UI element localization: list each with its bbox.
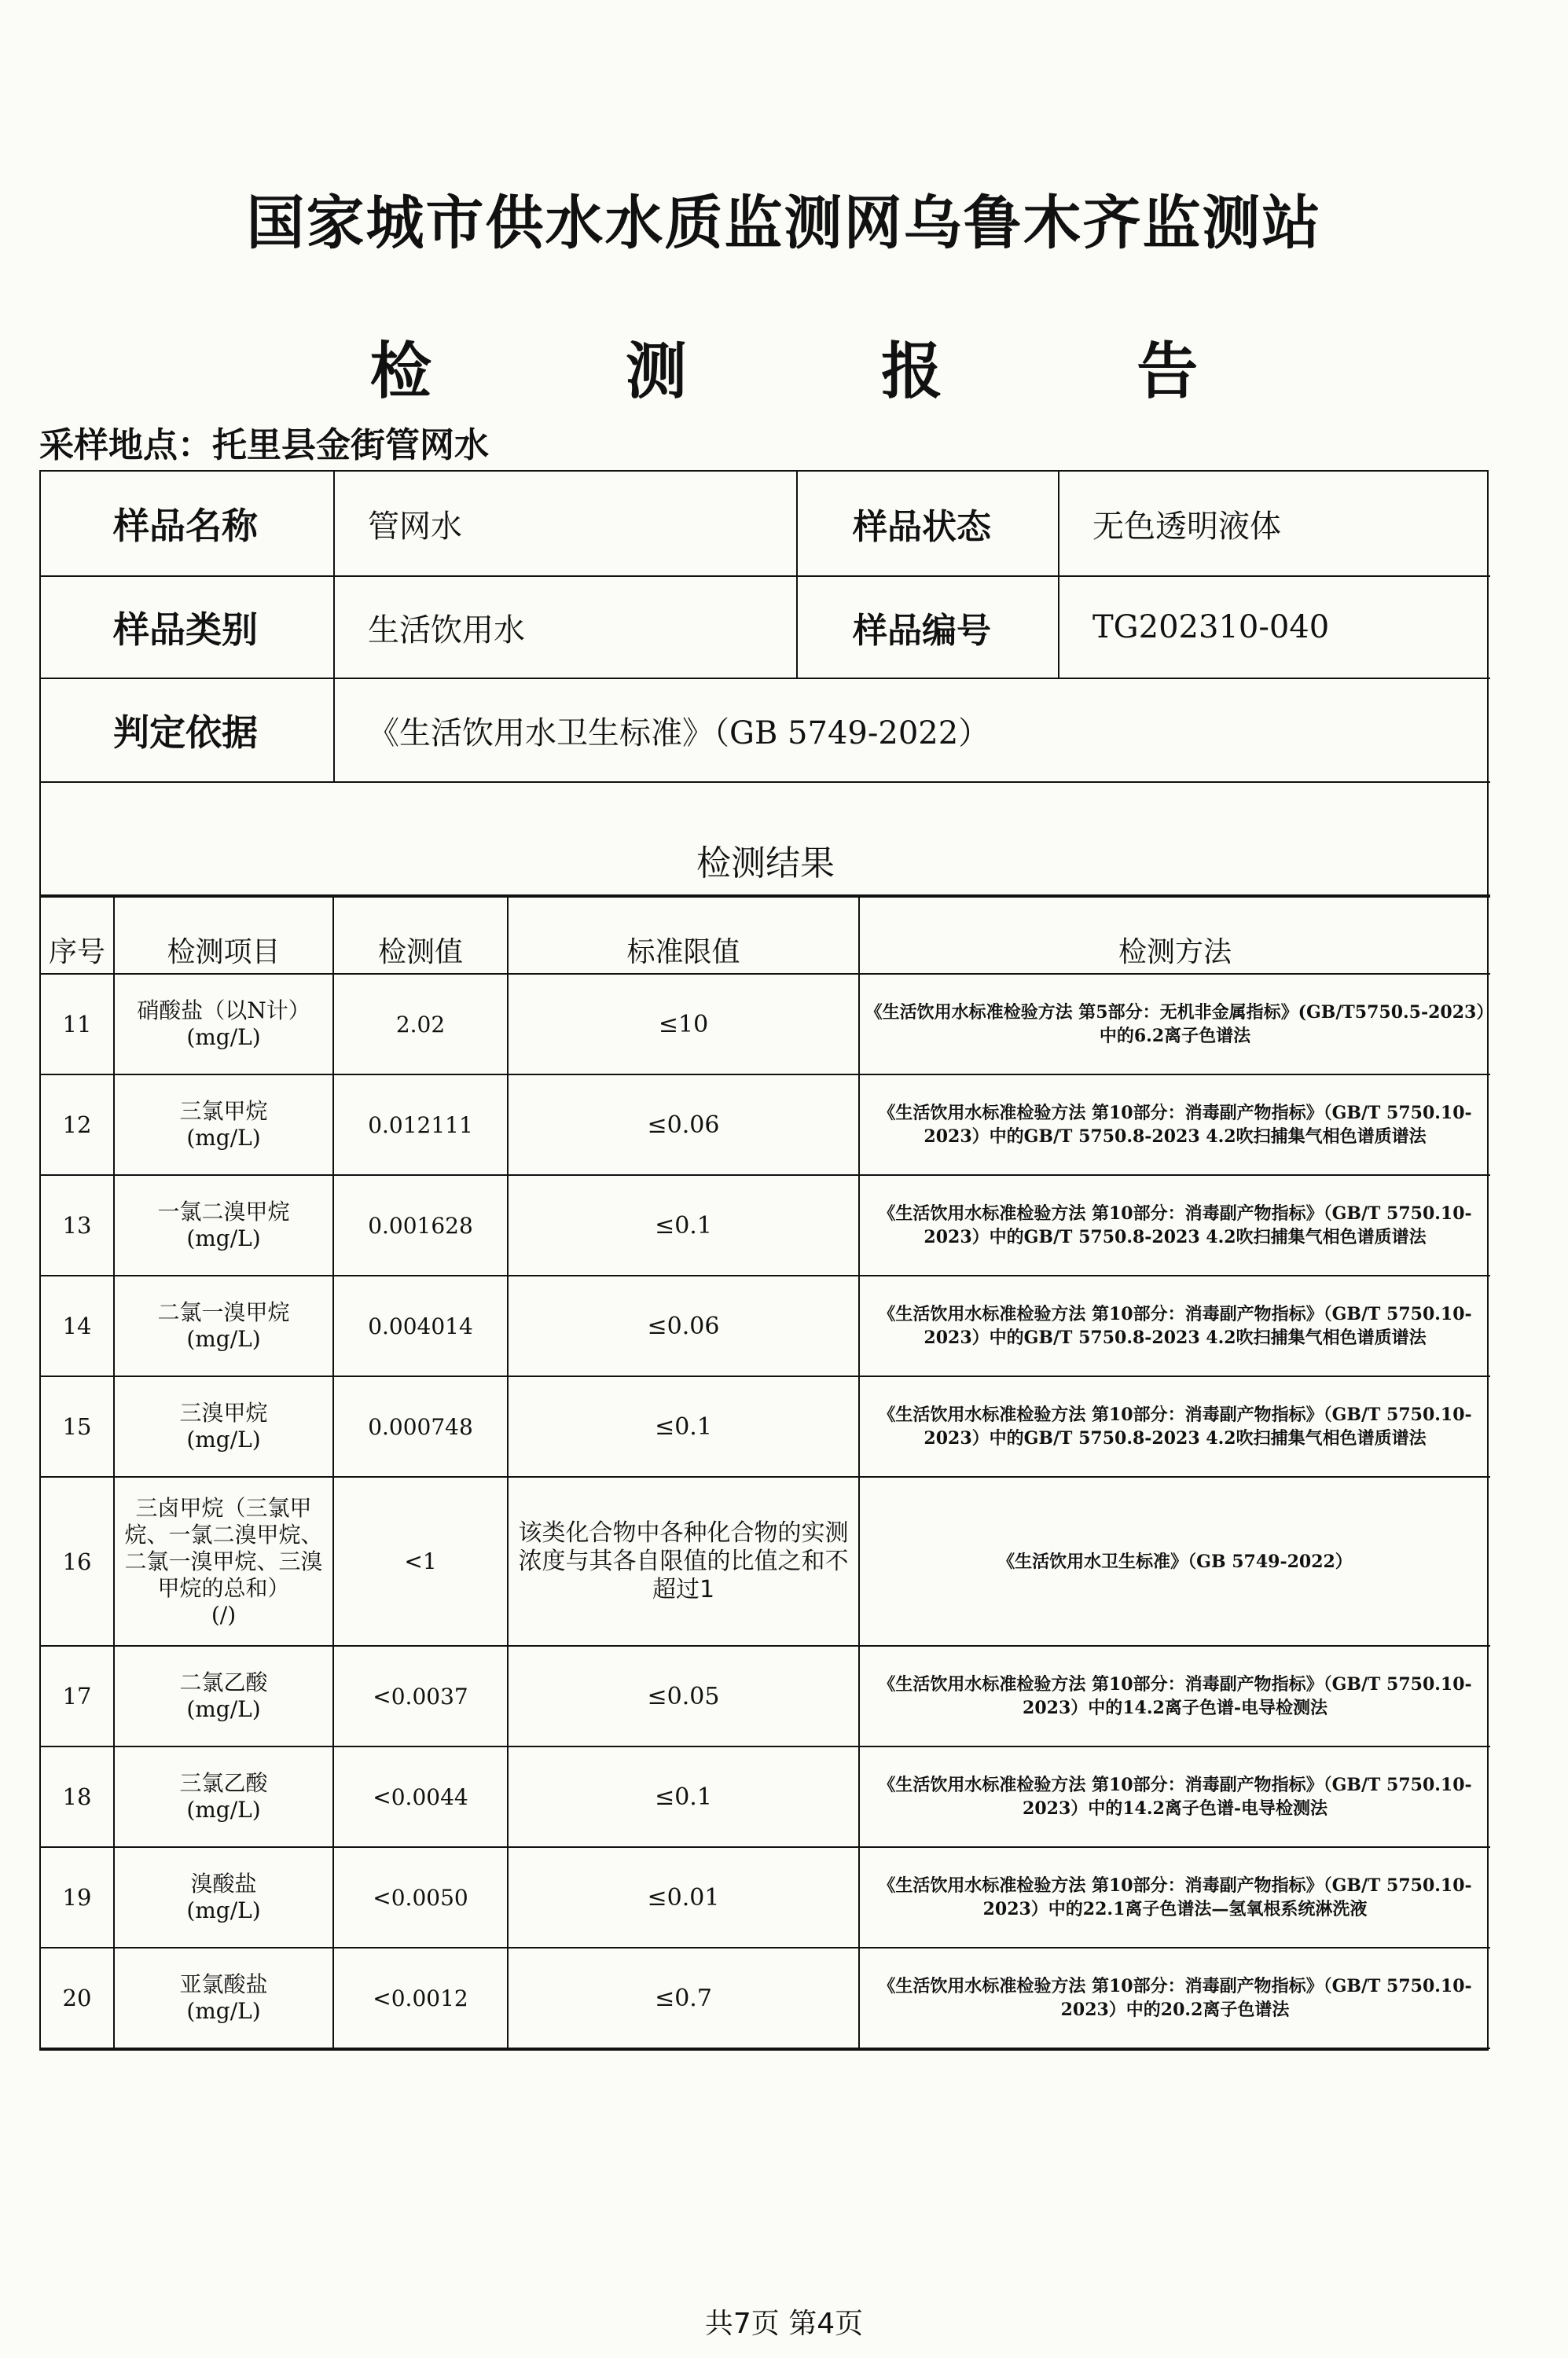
row-method: 《生活饮用水标准检验方法 第10部分：消毒副产物指标》（GB/T 5750.10-2023）中的GB/T 5750.8-2023 4.2吹扫捕集气相色谱质谱法 (859, 1376, 1490, 1477)
row-item-name: 一氯二溴甲烷 (157, 1199, 290, 1225)
sample-type-label: 样品类别 (41, 576, 334, 678)
row-item (114, 1376, 333, 1477)
row-limit: ≤0.05 (508, 1646, 859, 1746)
row-value: <0.0037 (333, 1646, 508, 1746)
info-table (41, 472, 1490, 896)
row-value: <1 (333, 1477, 508, 1646)
judgment-basis-value: 《生活饮用水卫生标准》（GB 5749-2022） (334, 678, 1490, 782)
row-method: 《生活饮用水标准检验方法 第5部分：无机非金属指标》(GB/T5750.5-2023）中的6.2离子色谱法 (859, 974, 1490, 1074)
row-item-name: 三卤甲烷（三氯甲烷、一氯二溴甲烷、二氯一溴甲烷、三溴甲烷的总和） (124, 1494, 323, 1601)
table-row (41, 1477, 1490, 1646)
row-limit: ≤0.1 (508, 1376, 859, 1477)
row-method: 《生活饮用水标准检验方法 第10部分：消毒副产物指标》（GB/T 5750.10-2023）中的GB/T 5750.8-2023 4.2吹扫捕集气相色谱质谱法 (859, 1276, 1490, 1376)
row-item-unit: (mg/L) (186, 1326, 261, 1352)
row-no: 16 (41, 1477, 114, 1646)
row-method: 《生活饮用水卫生标准》（GB 5749-2022） (859, 1477, 1490, 1646)
col-header-limit: 标准限值 (508, 897, 859, 974)
row-value: 2.02 (333, 974, 508, 1074)
row-method: 《生活饮用水标准检验方法 第10部分：消毒副产物指标》（GB/T 5750.10-2023）中的20.2离子色谱法 (859, 1948, 1490, 2048)
row-method: 《生活饮用水标准检验方法 第10部分：消毒副产物指标》（GB/T 5750.10-2023）中的14.2离子色谱-电导检测法 (859, 1746, 1490, 1847)
row-item-name: 溴酸盐 (190, 1871, 257, 1897)
row-item-unit: (mg/L) (186, 1427, 261, 1453)
row-no: 19 (41, 1847, 114, 1948)
col-header-method: 检测方法 (859, 897, 1490, 974)
row-item-name: 亚氯酸盐 (179, 1971, 268, 1997)
table-row (41, 974, 1490, 1074)
row-item-unit: (mg/L) (186, 1024, 261, 1050)
col-header-item: 检测项目 (114, 897, 333, 974)
row-item (114, 1276, 333, 1376)
row-limit: ≤0.01 (508, 1847, 859, 1948)
row-no: 13 (41, 1175, 114, 1276)
sample-type-value: 生活饮用水 (334, 576, 797, 678)
row-item-unit: (mg/L) (186, 1225, 261, 1251)
row-item-name: 二氯乙酸 (179, 1669, 268, 1695)
results-header-row (41, 897, 1490, 974)
sampling-site-label: 采样地点： (39, 425, 212, 465)
row-method: 《生活饮用水标准检验方法 第10部分：消毒副产物指标》（GB/T 5750.10-2023）中的GB/T 5750.8-2023 4.2吹扫捕集气相色谱质谱法 (859, 1074, 1490, 1175)
row-item-unit: (mg/L) (186, 1897, 261, 1923)
row-item-name: 二氯一溴甲烷 (157, 1299, 290, 1325)
row-item-name: 三氯乙酸 (179, 1770, 268, 1796)
row-limit: 该类化合物中各种化合物的实测浓度与其各自限值的比值之和不超过1 (508, 1477, 859, 1646)
row-method: 《生活饮用水标准检验方法 第10部分：消毒副产物指标》（GB/T 5750.10-2023）中的14.2离子色谱-电导检测法 (859, 1646, 1490, 1746)
row-item-name: 三溴甲烷 (179, 1400, 268, 1426)
row-limit: ≤0.06 (508, 1276, 859, 1376)
page-number: 共7页 第4页 (704, 2308, 864, 2340)
row-no: 17 (41, 1646, 114, 1746)
sample-number-value: TG202310-040 (1059, 576, 1490, 678)
col-header-no: 序号 (41, 897, 114, 974)
row-item-unit: (mg/L) (186, 1998, 261, 2024)
row-value: <0.0044 (333, 1746, 508, 1847)
row-item-unit: (mg/L) (186, 1797, 261, 1823)
row-item-unit: (mg/L) (186, 1125, 261, 1151)
row-no: 12 (41, 1074, 114, 1175)
col-header-value: 检测值 (333, 897, 508, 974)
row-item (114, 974, 333, 1074)
table-row (41, 1948, 1490, 2048)
row-item-name: 硝酸盐（以N计） (137, 997, 310, 1023)
row-no: 18 (41, 1746, 114, 1847)
row-method: 《生活饮用水标准检验方法 第10部分：消毒副产物指标》（GB/T 5750.10-2023）中的GB/T 5750.8-2023 4.2吹扫捕集气相色谱质谱法 (859, 1175, 1490, 1276)
row-no: 20 (41, 1948, 114, 2048)
row-limit: ≤0.1 (508, 1746, 859, 1847)
results-section-title: 检测结果 (41, 782, 1490, 895)
table-row (41, 1276, 1490, 1376)
row-item (114, 1948, 333, 2048)
row-item (114, 1746, 333, 1847)
row-method: 《生活饮用水标准检验方法 第10部分：消毒副产物指标》（GB/T 5750.10-2023）中的22.1离子色谱法—氢氧根系统淋洗液 (859, 1847, 1490, 1948)
table-row (41, 1376, 1490, 1477)
row-item-name: 三氯甲烷 (179, 1098, 268, 1124)
results-table (41, 896, 1490, 2049)
sample-state-label: 样品状态 (797, 472, 1059, 576)
sample-number-label: 样品编号 (797, 576, 1059, 678)
row-item (114, 1847, 333, 1948)
row-value: <0.0012 (333, 1948, 508, 2048)
row-no: 14 (41, 1276, 114, 1376)
sampling-site-value: 托里县金街管网水 (212, 425, 489, 465)
row-value: 0.001628 (333, 1175, 508, 1276)
row-item (114, 1175, 333, 1276)
sample-name-label: 样品名称 (41, 472, 334, 576)
row-limit: ≤0.1 (508, 1175, 859, 1276)
table-row (41, 1847, 1490, 1948)
table-row (41, 1175, 1490, 1276)
row-no: 15 (41, 1376, 114, 1477)
row-limit: ≤0.06 (508, 1074, 859, 1175)
row-value: 0.000748 (333, 1376, 508, 1477)
row-limit: ≤10 (508, 974, 859, 1074)
row-item (114, 1646, 333, 1746)
row-value: 0.004014 (333, 1276, 508, 1376)
row-item (114, 1477, 333, 1646)
row-limit: ≤0.7 (508, 1948, 859, 2048)
table-row (41, 1646, 1490, 1746)
judgment-basis-label: 判定依据 (41, 678, 334, 782)
row-value: <0.0050 (333, 1847, 508, 1948)
sample-name-value: 管网水 (334, 472, 797, 576)
sample-state-value: 无色透明液体 (1059, 472, 1490, 576)
row-item-unit: (mg/L) (186, 1696, 261, 1722)
row-value: 0.012111 (333, 1074, 508, 1175)
table-row (41, 1074, 1490, 1175)
row-no: 11 (41, 974, 114, 1074)
report-table (39, 470, 1489, 2051)
sampling-site (39, 417, 489, 467)
row-item (114, 1074, 333, 1175)
table-row (41, 1746, 1490, 1847)
row-item-unit: (/) (211, 1601, 237, 1628)
organization-title: 国家城市供水水质监测网乌鲁木齐监测站 (246, 189, 1322, 257)
report-title: 检 测 报 告 (369, 336, 1285, 407)
